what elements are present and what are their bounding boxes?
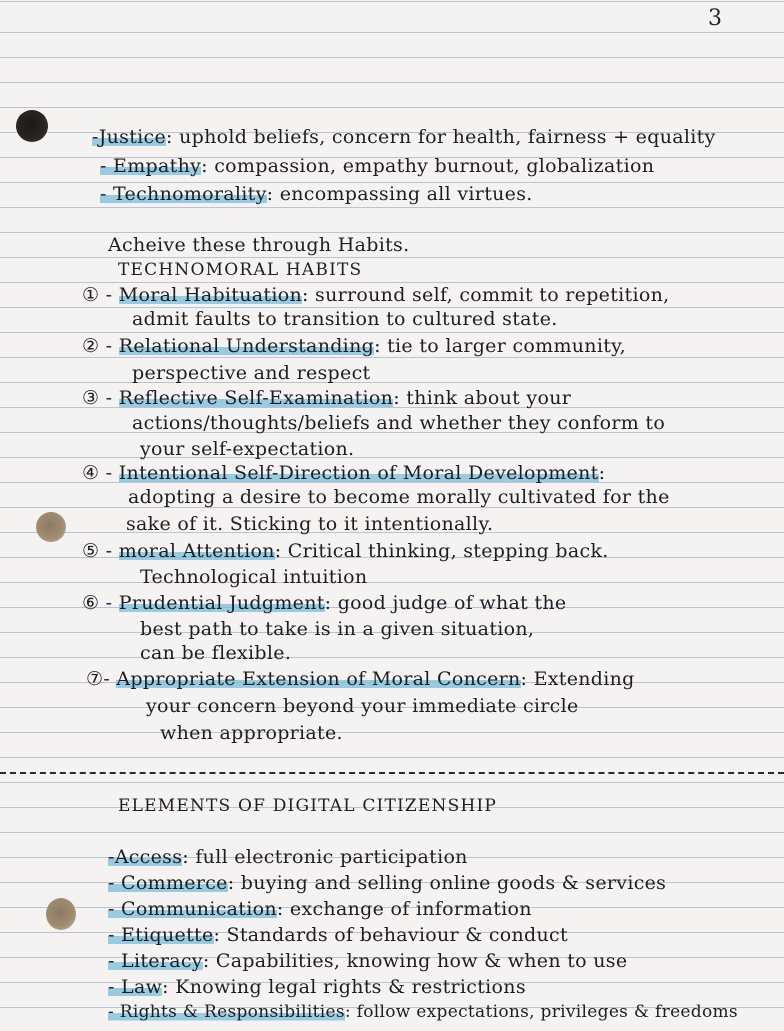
habit-2-line1: : tie to larger community, [374, 335, 626, 357]
habit-6-number: ⑥ [82, 592, 100, 614]
text-literacy: : Capabilities, knowing how & when to use [202, 950, 628, 972]
habit-3: ③ - Reflective Self-Examination: think about your [82, 387, 572, 409]
text-law: : Knowing legal rights & restrictions [162, 976, 526, 998]
term-law: - Law [108, 976, 163, 998]
page-number: 3 [708, 6, 722, 31]
virtue-empathy [100, 155, 654, 177]
habit-1-cont: admit faults to transition to cultured state. [132, 308, 558, 330]
text-justice: : uphold beliefs, concern for health, fairness + equality [166, 126, 716, 148]
habit-4-term: Intentional Self-Direction of Moral Development [118, 462, 599, 484]
element-commerce [108, 872, 666, 894]
text-empathy: : compassion, empathy burnout, globalization [201, 155, 655, 177]
virtue-technomorality [100, 183, 533, 205]
habits-heading: TECHNOMORAL HABITS [118, 260, 363, 280]
element-communication [108, 898, 532, 920]
habit-4-cont1: adopting a desire to become morally cultivated for the [128, 486, 670, 508]
habit-7: ⑦- Appropriate Extension of Moral Concern: Extending [86, 668, 635, 690]
habit-5-cont: Technological intuition [140, 566, 368, 588]
habit-2-number: ② [82, 335, 100, 357]
habit-4-number: ④ [82, 462, 100, 484]
habit-7-cont2: when appropriate. [160, 722, 343, 744]
habit-3-cont1: actions/thoughts/beliefs and whether they conform to [132, 412, 666, 434]
term-justice: -Justice [92, 126, 167, 148]
habit-6: ⑥ - Prudential Judgment: good judge of what the [82, 592, 567, 614]
punch-hole-bottom [46, 898, 76, 930]
term-communication: - Communication [108, 898, 277, 920]
term-etiquette: - Etiquette [108, 924, 214, 946]
text-etiquette: : Standards of behaviour & conduct [213, 924, 568, 946]
habit-6-cont1: best path to take is in a given situation, [140, 618, 535, 640]
habit-5-number: ⑤ [82, 540, 100, 562]
habit-2-term: Relational Understanding [118, 335, 375, 357]
habit-4: ④ - Intentional Self-Direction of Moral Development: [82, 462, 606, 484]
term-commerce: - Commerce [108, 872, 228, 894]
habit-5-line1: : Critical thinking, stepping back. [274, 540, 609, 562]
habit-7-cont1: your concern beyond your immediate circle [146, 695, 579, 717]
text-commerce: : buying and selling online goods & services [227, 872, 667, 894]
habit-3-line1: : think about your [393, 387, 572, 409]
habit-1-term: Moral Habituation [118, 284, 302, 306]
habit-2-cont: perspective and respect [132, 362, 371, 384]
habit-3-term: Reflective Self-Examination [118, 387, 394, 409]
text-rights: : follow expectations, privileges & freedoms [344, 1002, 738, 1022]
habit-3-cont2: your self-expectation. [140, 438, 355, 460]
habit-1-number: ① [82, 284, 100, 306]
punch-hole-middle [36, 512, 66, 542]
habit-7-number: ⑦ [86, 668, 104, 690]
term-access: -Access [108, 846, 183, 868]
habit-5: ⑤ - moral Attention: Critical thinking, stepping back. [82, 540, 609, 562]
habit-7-line1: : Extending [520, 668, 635, 690]
habit-2: ② - Relational Understanding: tie to larger community, [82, 335, 626, 357]
elements-heading: ELEMENTS OF DIGITAL CITIZENSHIP [118, 796, 498, 816]
element-access [108, 846, 468, 868]
element-rights [108, 1002, 738, 1022]
term-rights: - Rights & Responsibilities [108, 1002, 345, 1022]
habit-1-line1: : surround self, commit to repetition, [302, 284, 670, 306]
term-literacy: - Literacy [108, 950, 203, 972]
habit-6-line1: : good judge of what the [324, 592, 567, 614]
habit-4-cont2: sake of it. Sticking to it intentionally. [126, 513, 494, 535]
section-separator [0, 772, 784, 774]
intro-line: Acheive these through Habits. [108, 234, 410, 256]
habit-1: ① - Moral Habituation: surround self, commit to repetition, [82, 284, 670, 306]
text-technomorality: : encompassing all virtues. [266, 183, 533, 205]
element-literacy [108, 950, 627, 972]
term-empathy: - Empathy [100, 155, 202, 177]
element-etiquette [108, 924, 568, 946]
term-technomorality: - Technomorality [100, 183, 267, 205]
habit-6-cont2: can be flexible. [140, 642, 292, 664]
element-law [108, 976, 526, 998]
habit-3-number: ③ [82, 387, 100, 409]
virtue-justice [92, 126, 716, 148]
text-access: : full electronic participation [182, 846, 468, 868]
text-communication: : exchange of information [276, 898, 532, 920]
habit-7-term: Appropriate Extension of Moral Concern [116, 668, 521, 690]
punch-hole-top [16, 110, 48, 142]
habit-5-term: moral Attention [118, 540, 275, 562]
habit-6-term: Prudential Judgment [118, 592, 325, 614]
habit-4-line1: : [598, 462, 606, 484]
